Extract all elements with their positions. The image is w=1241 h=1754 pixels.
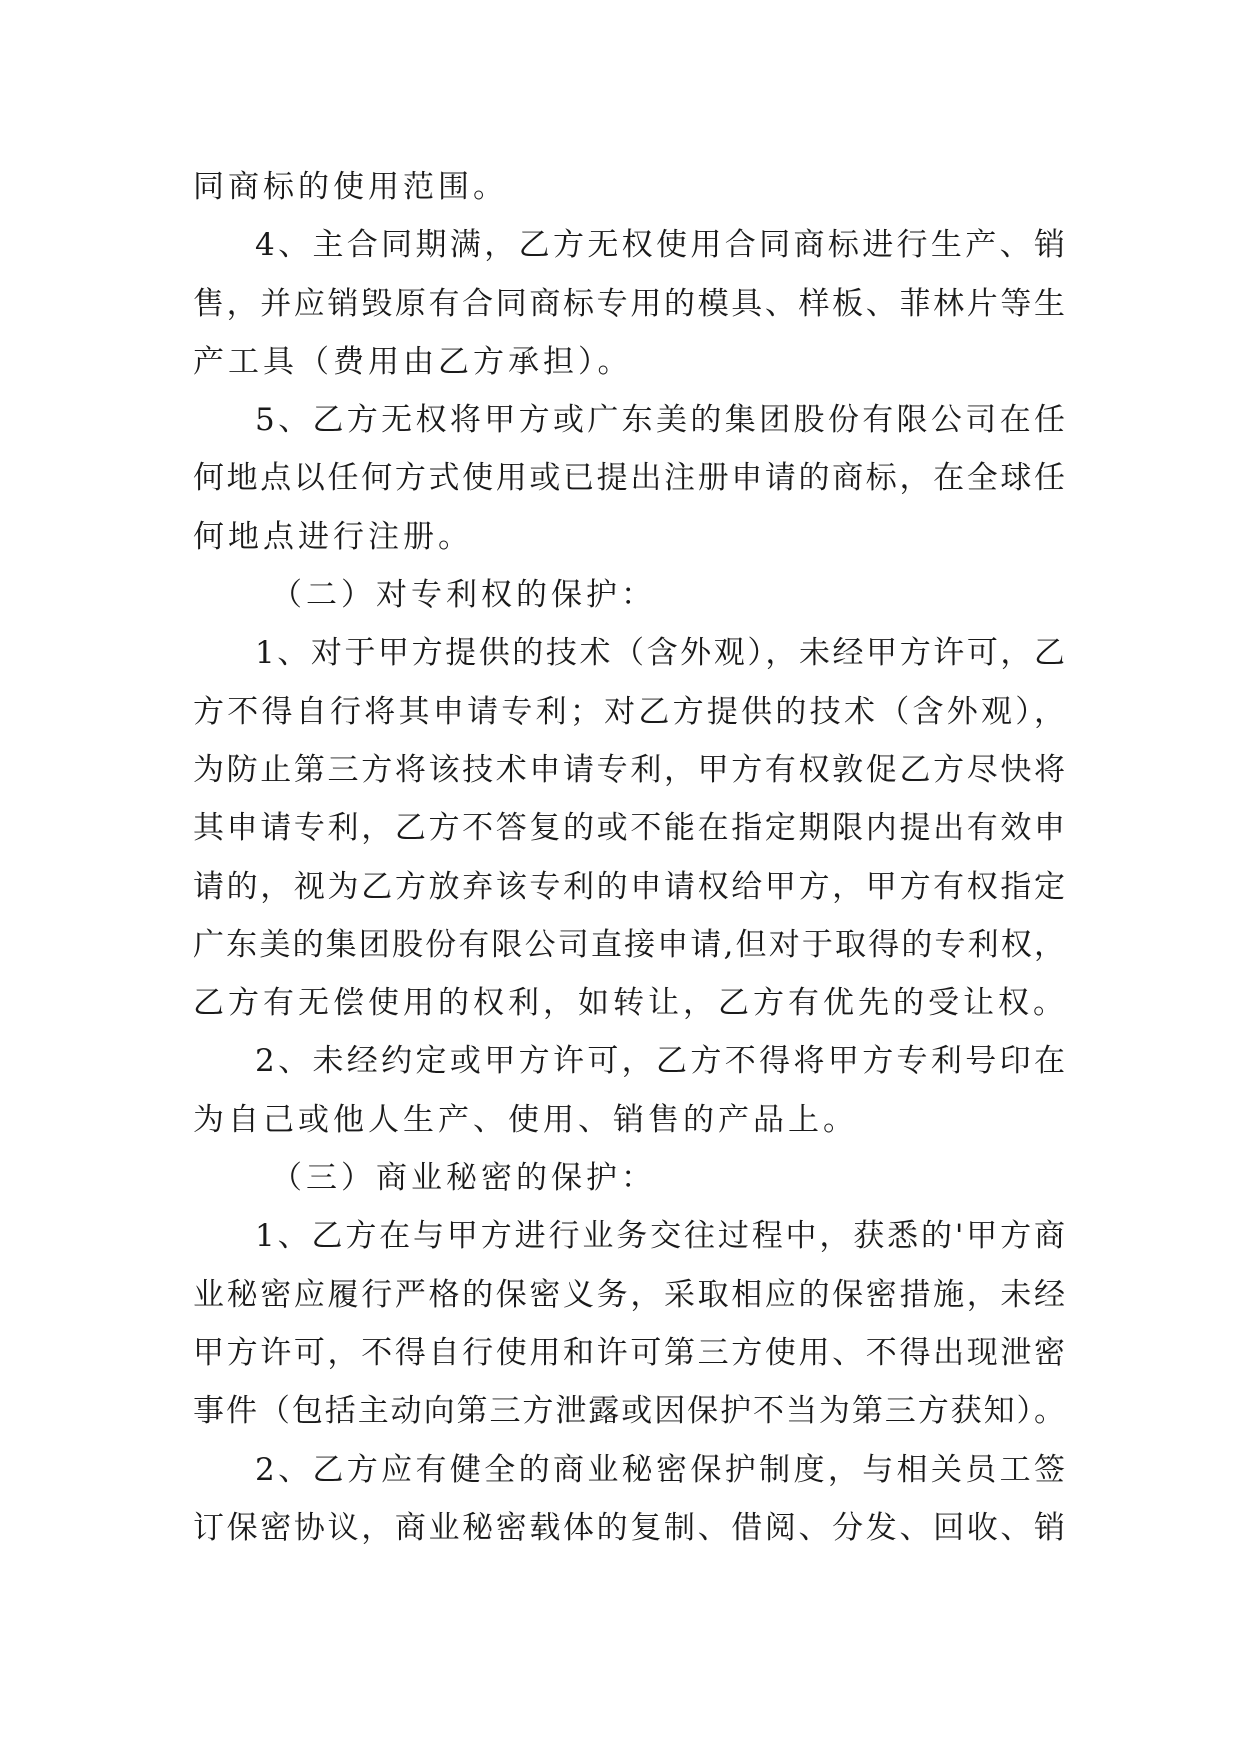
text-line: 请的，视为乙方放弃该专利的申请权给甲方，甲方有权指定 [193,868,1065,905]
text-line: 广东美的集团股份有限公司直接申请,但对于取得的专利权， [193,926,1065,963]
text-line: 业秘密应履行严格的保密义务，采取相应的保密措施，未经 [193,1276,1065,1313]
text-line: 1、乙方在与甲方进行业务交往过程中，获悉的'甲方商 [255,1218,1065,1255]
text-line: 为自己或他人生产、使用、销售的产品上。 [193,1101,858,1138]
section-heading: （三）商业秘密的保护： [271,1160,656,1197]
text-line: 乙方有无偿使用的权利，如转让，乙方有优先的受让权。 [193,985,1068,1022]
text-line: 1、对于甲方提供的技术（含外观），未经甲方许可，乙 [255,635,1065,672]
document-body [193,158,1068,1557]
section-heading: （二）对专利权的保护： [271,577,656,614]
text-line: 订保密协议，商业秘密载体的复制、借阅、分发、回收、销 [193,1509,1065,1546]
text-line: 方不得自行将其申请专利；对乙方提供的技术（含外观）， [193,693,1065,730]
text-line: 其申请专利，乙方不答复的或不能在指定期限内提出有效申 [193,810,1065,847]
text-line: 为防止第三方将该技术申请专利，甲方有权敦促乙方尽快将 [193,751,1065,788]
text-line: 甲方许可，不得自行使用和许可第三方使用、不得出现泄密 [193,1334,1065,1371]
text-line: 何地点以任何方式使用或已提出注册申请的商标，在全球任 [193,460,1065,497]
text-line: 2、未经约定或甲方许可，乙方不得将甲方专利号印在 [255,1043,1065,1080]
text-line: 同商标的使用范围。 [193,169,508,205]
text-line: 产工具（费用由乙方承担）。 [193,343,633,380]
text-line: 5、乙方无权将甲方或广东美的集团股份有限公司在任 [255,402,1065,439]
text-line: 2、乙方应有健全的商业秘密保护制度，与相关员工签 [255,1451,1065,1488]
text-line: 何地点进行注册。 [193,518,473,555]
text-line: 4、主合同期满，乙方无权使用合同商标进行生产、销 [255,227,1065,264]
text-line: 售，并应销毁原有合同商标专用的模具、样板、菲林片等生 [193,285,1065,322]
text-line: 事件（包括主动向第三方泄露或因保护不当为第三方获知）。 [193,1393,1065,1430]
